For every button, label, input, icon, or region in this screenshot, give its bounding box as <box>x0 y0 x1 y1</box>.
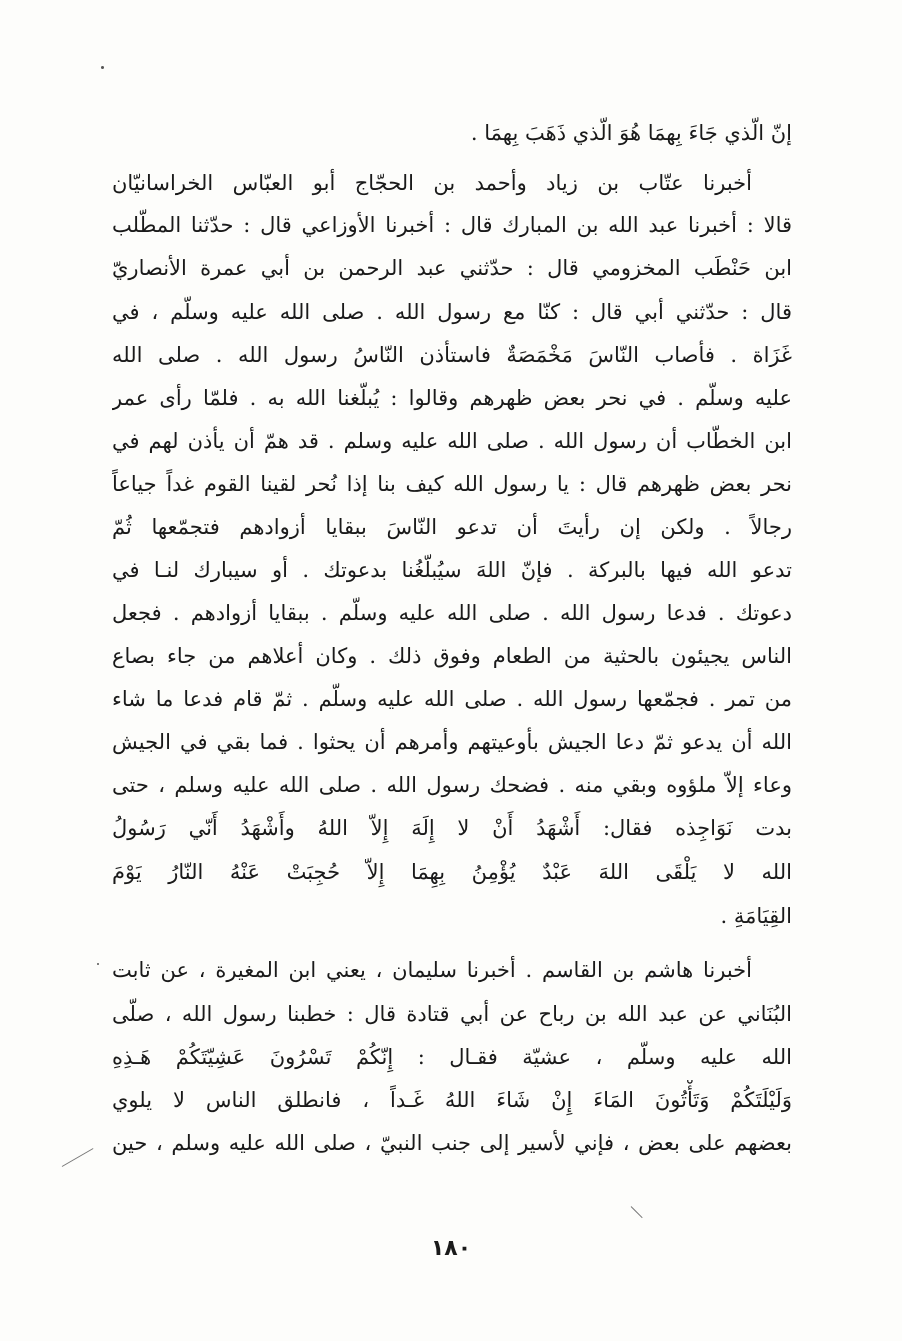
text-line: رجالاً . ولكن إن رأيتَ أن تدعو النّاسَ ببقايا أزوادهم فتجمّعها ثُمّ <box>112 515 792 539</box>
text-line: بعضهم على بعض ، فإني لأسير إلى جنب النبيّ ، صلى الله عليه وسلم ، حين <box>112 1131 792 1155</box>
text-line: قال : حدّثني أبي قال : كنّا مع رسول الله . صلى الله عليه وسلّم ، في <box>112 300 792 324</box>
text-line: غَزَاة . فأصاب النّاسَ مَخْمَصَةٌ فاستأذن النّاسُ رسول الله . صلى الله <box>112 343 792 367</box>
text-line: بدت نَوَاجِذه فقال: أَشْهَدُ أَنْ لا إِلَهَ إِلاّ اللهُ وأَشْهَدُ أَنّي رَسُولُ <box>112 816 792 840</box>
text-line: الله عليه وسلّم ، عشيّة فقـال : إِنّكُمْ تَسْرُونَ عَشِيّتَكُمْ هَـذِهِ <box>112 1045 792 1069</box>
text-line: أخبرنا هاشم بن القاسم . أخبرنا سليمان ، يعني ابن المغيرة ، عن ثابت <box>112 958 752 982</box>
text-line: ابن الخطّاب أن رسول الله . صلى الله عليه وسلم . قد همّ أن يأذن لهم في <box>112 429 792 453</box>
scan-speck <box>101 66 104 69</box>
page-number: ١٨٠ <box>430 1236 472 1261</box>
text-line: ابن حَنْطَب المخزومي قال : حدّثني عبد الرحمن بن أبي عمرة الأنصاريّ <box>112 256 792 280</box>
text-line: من تمر . فجمّعها رسول الله . صلى الله عليه وسلّم . ثمّ قام فدعا ما شاء <box>112 687 792 711</box>
text-line: البُنَاني عن عبد الله بن رباح عن أبي قتادة قال : خطبنا رسول الله ، صلّى <box>112 1002 792 1026</box>
text-line: إنّ الّذي جَاءَ بِهمَا هُوَ الّذي ذَهَبَ بِهمَا . <box>470 121 792 145</box>
text-line: قالا : أخبرنا عبد الله بن المبارك قال : أخبرنا الأوزاعي قال : حدّثنا المطّلب <box>112 213 792 237</box>
text-line: أخبرنا عتّاب بن زياد وأحمد بن الحجّاج أبو العبّاس الخراسانيّان <box>112 171 752 195</box>
text-line: تدعو الله فيها بالبركة . فإنّ اللهَ سيُبلّغُنا بدعوتك . أو سيبارك لنـا في <box>112 558 792 582</box>
scan-scratch <box>631 1206 643 1218</box>
text-line: الله أن يدعو ثمّ دعا الجيش بأوعيتهم وأمرهم أن يحثوا . فما بقي في الجيش <box>112 730 792 754</box>
text-line: عليه وسلّم . في نحر بعض ظهرهم وقالوا : يُبلّغنا الله به . فلمّا رأى عمر <box>112 386 792 410</box>
text-line: نحر بعض ظهرهم قال : يا رسول الله كيف بنا إذا نُحر لقينا القوم غداً جياعاً <box>112 472 792 496</box>
text-line: الله لا يَلْقَى اللهَ عَبْدٌ يُؤْمِنُ بِهِمَا إِلاّ حُجِبَتْ عَنْهُ النّارُ يَوْمَ <box>112 860 792 884</box>
text-line: وعاء إلاّ ملؤوه وبقي منه . فضحك رسول الله . صلى الله عليه وسلم ، حتى <box>112 773 792 797</box>
text-line: القِيَامَةِ . <box>720 904 792 928</box>
text-line: دعوتك . فدعا رسول الله . صلى الله عليه وسلّم . ببقايا أزوادهم . فجعل <box>112 601 792 625</box>
scan-scratch <box>62 1148 94 1167</box>
text-line: الناس يجيئون بالحثية من الطعام وفوق ذلك . وكان أعلاهم من جاء بصاع <box>112 644 792 668</box>
text-line: وَلَيْلَتَكُمْ وَتَأْتُونَ المَاءَ إِنْ شَاءَ اللهُ غَـداً ، فانطلق الناس لا يلوي <box>112 1088 792 1112</box>
scan-speck <box>97 963 99 965</box>
